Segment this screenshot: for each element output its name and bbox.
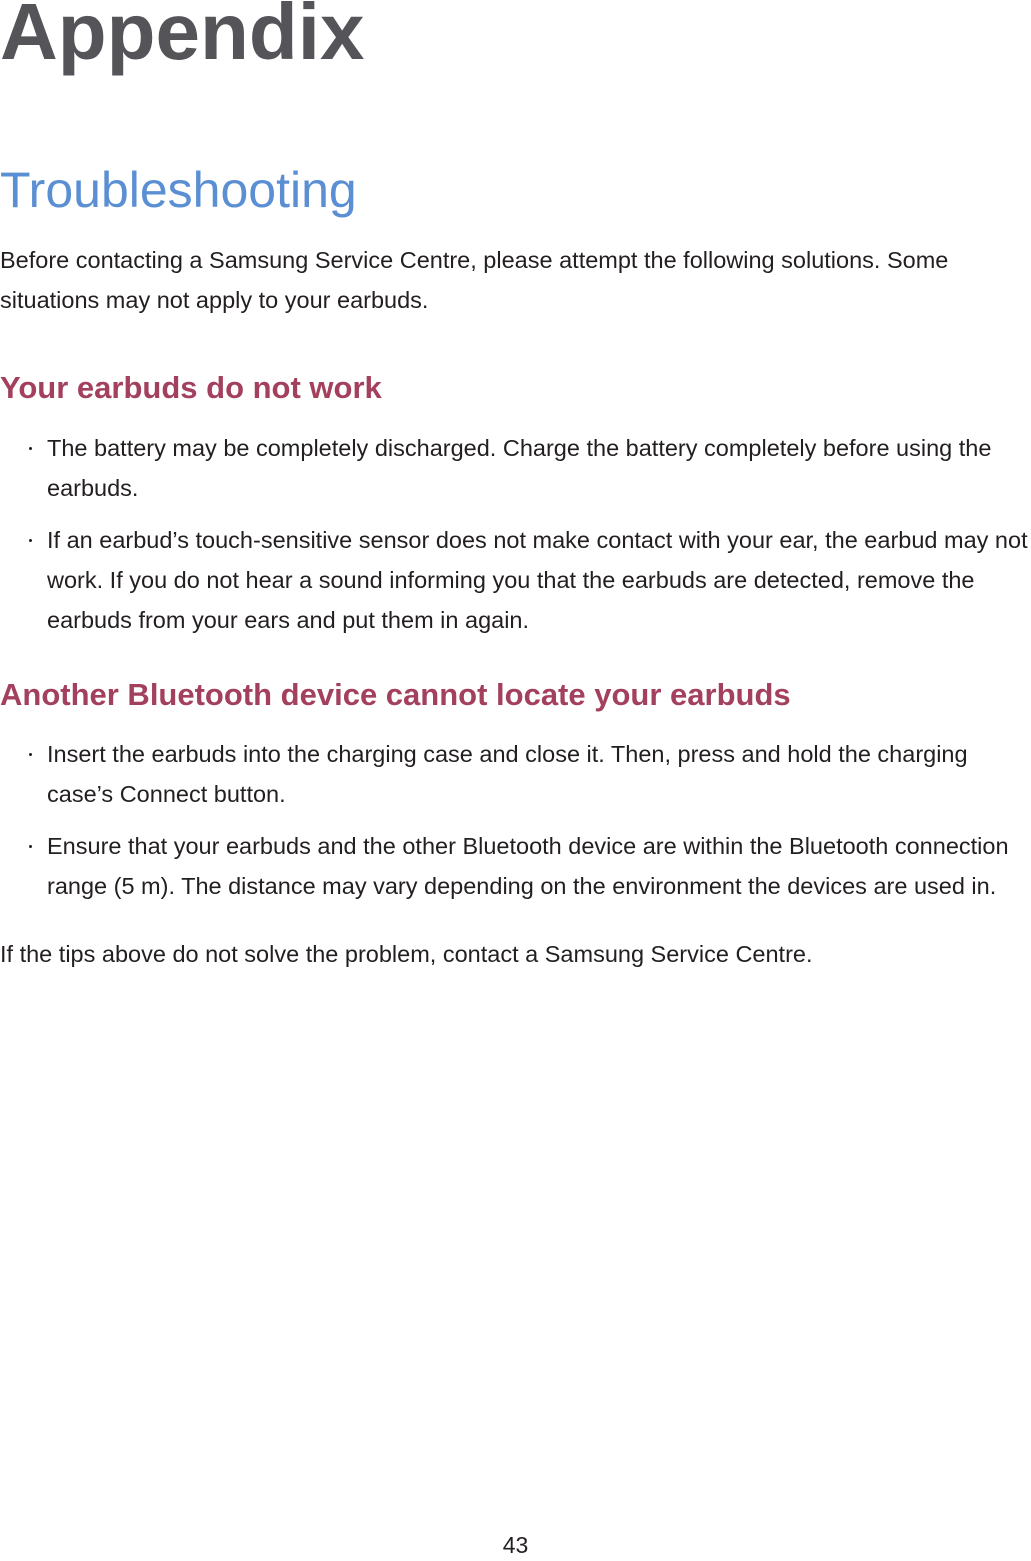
bullet-icon (29, 845, 32, 848)
list-item (0, 826, 1031, 906)
bullet-list-earbuds-not-work (0, 428, 1031, 652)
section-title: Troubleshooting (0, 162, 357, 218)
bullet-icon (29, 539, 32, 542)
bullet-list-bluetooth-cannot-locate (0, 734, 1031, 918)
list-item (0, 734, 1031, 814)
list-item-text: Insert the earbuds into the charging case and close it. Then, press and hold the charging case’s Connect button. (47, 741, 968, 807)
closing-paragraph: If the tips above do not solve the problem, contact a Samsung Service Centre. (0, 941, 813, 967)
bullet-icon (29, 447, 32, 450)
subheading-bluetooth-cannot-locate: Another Bluetooth device cannot locate your earbuds (0, 677, 791, 712)
chapter-title: Appendix (0, 0, 365, 76)
intro-paragraph: Before contacting a Samsung Service Centre, please attempt the following solutions. Some situations may not apply to your earbuds. (0, 247, 949, 313)
page-number: 43 (502, 1532, 529, 1558)
list-item (0, 428, 1031, 508)
list-item-text: The battery may be completely discharged. Charge the battery completely before using the earbuds. (47, 435, 992, 501)
list-item-text: Ensure that your earbuds and the other Bluetooth device are within the Bluetooth connection range (5 m). The distance may vary depending on the environment the devices are used in. (47, 833, 1009, 899)
subheading-earbuds-not-work: Your earbuds do not work (0, 370, 382, 405)
list-item (0, 520, 1031, 640)
bullet-icon (29, 753, 32, 756)
list-item-text: If an earbud’s touch-sensitive sensor does not make contact with your ear, the earbud may not work. If you do not hear a sound informing you that the earbuds are detected, remove the earbuds from your ears and put them in again. (47, 527, 1028, 633)
